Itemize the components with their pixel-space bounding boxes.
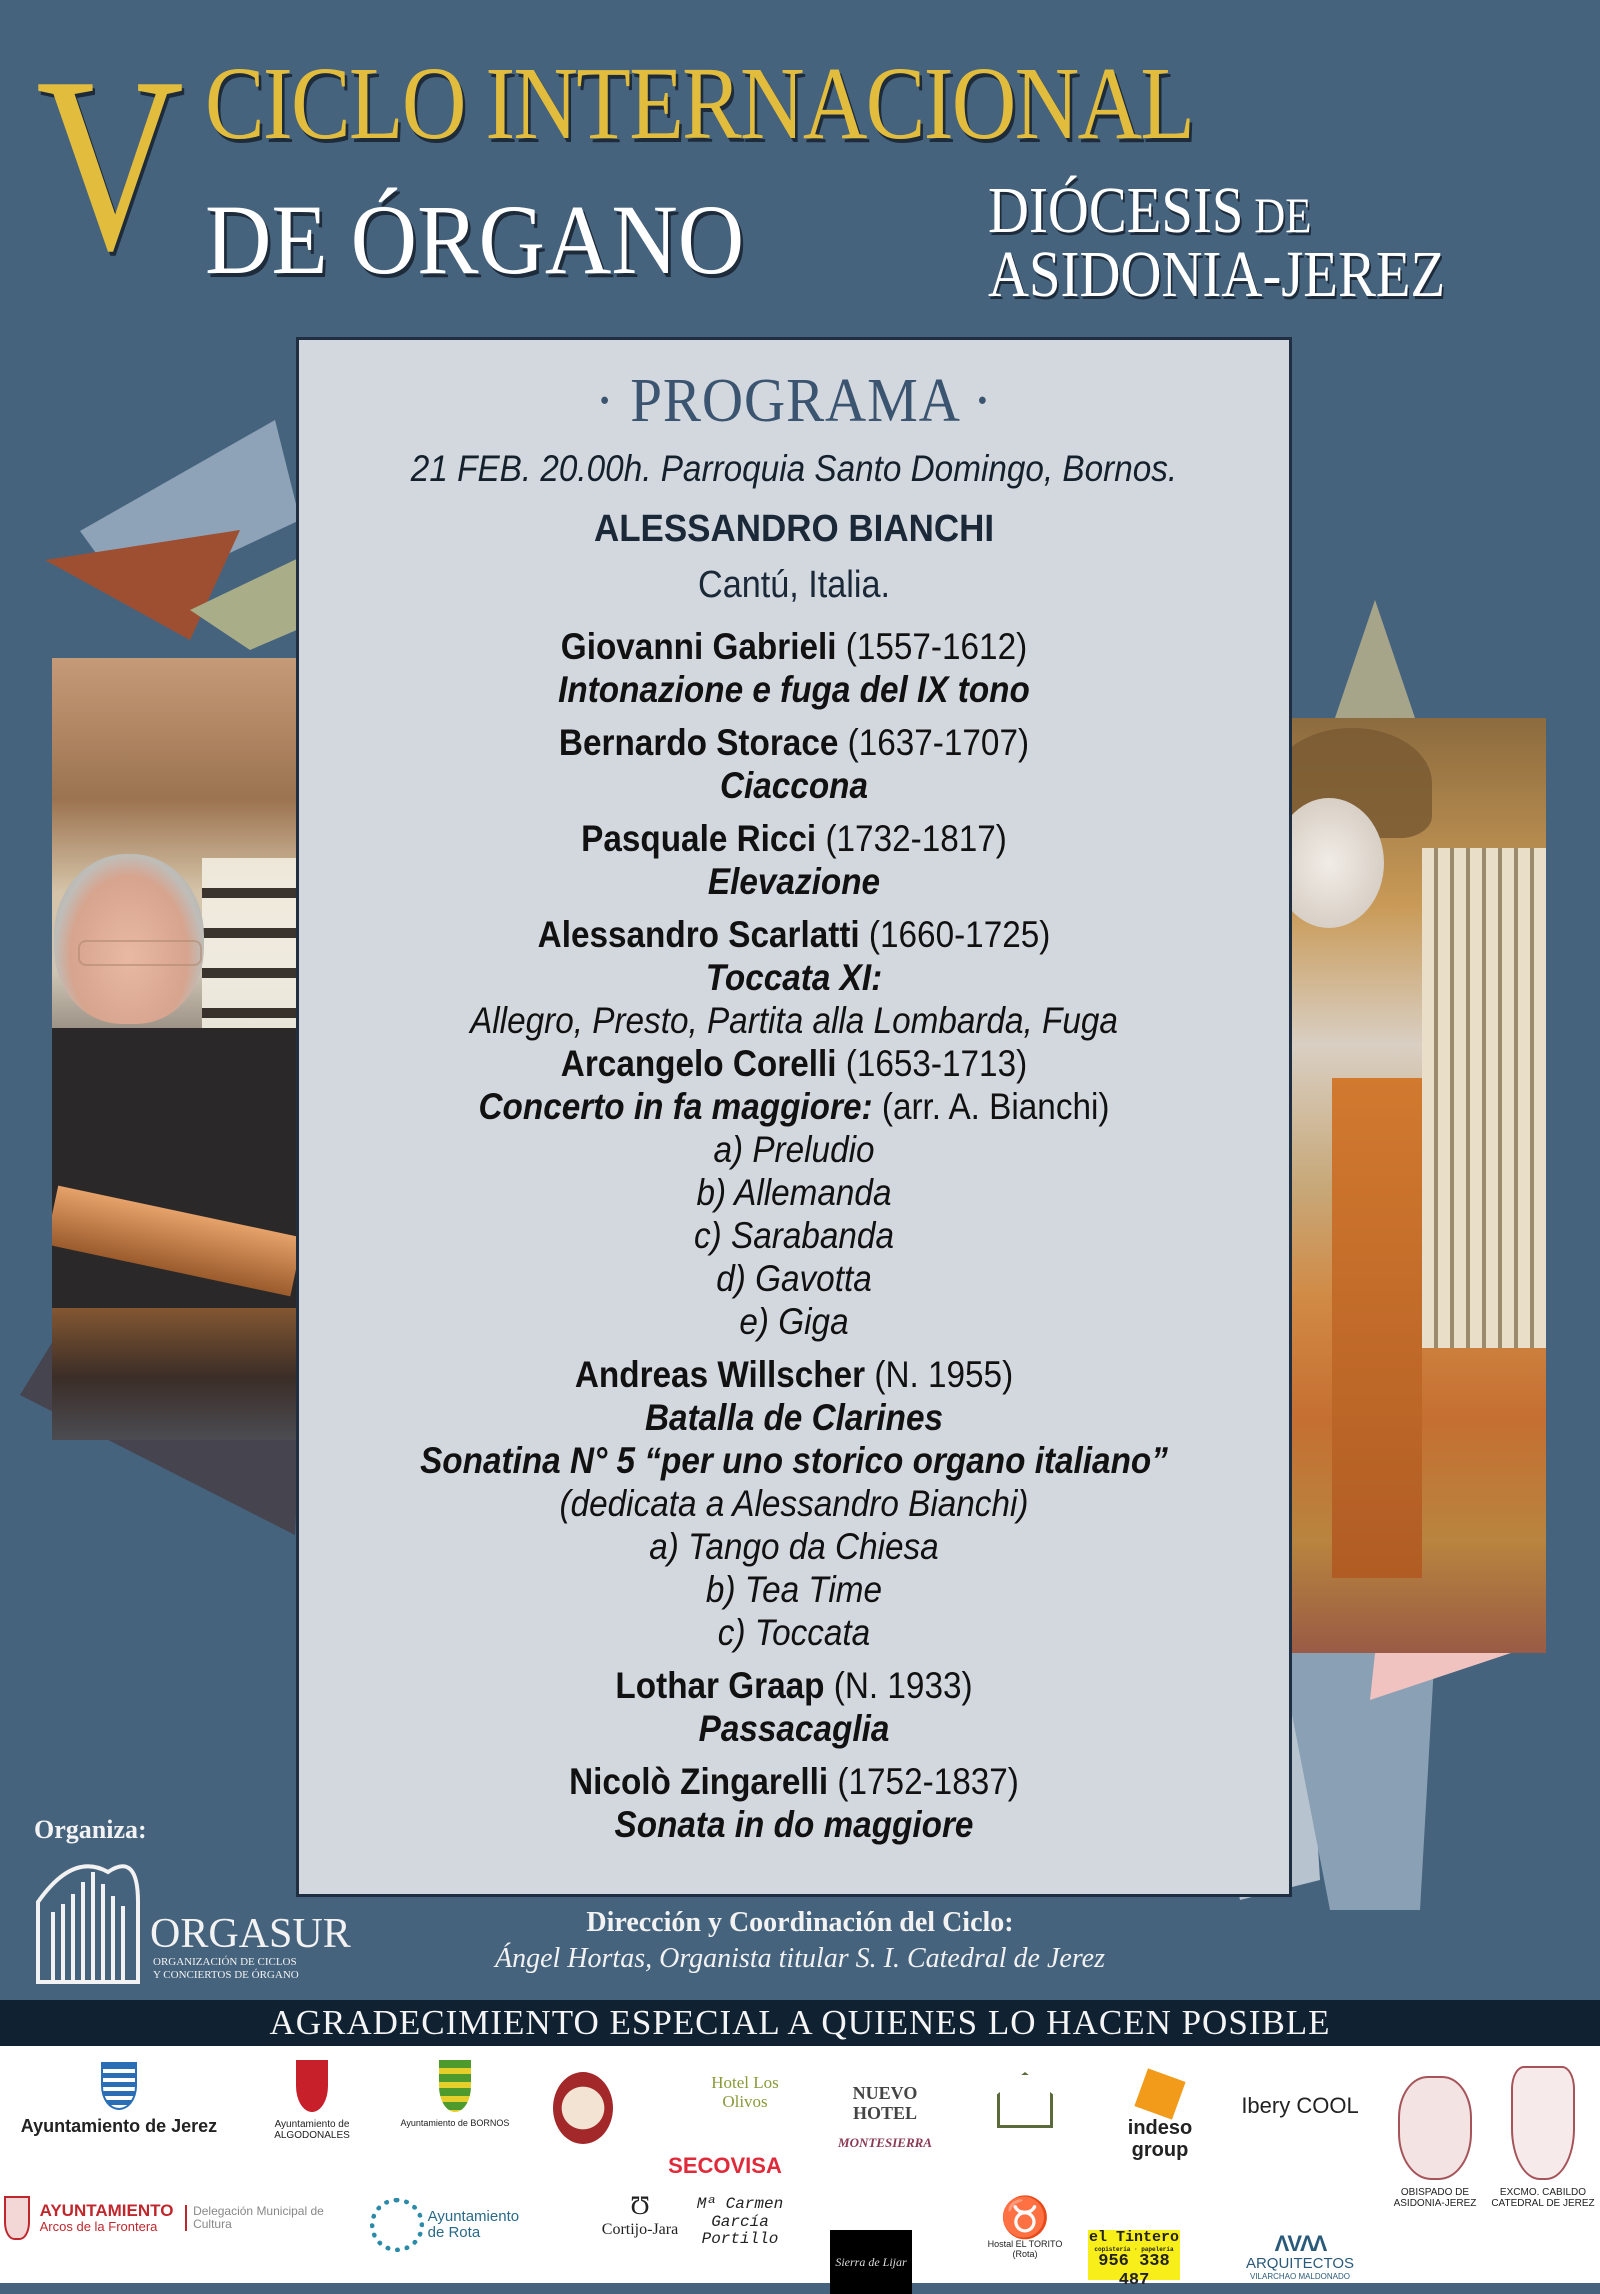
performer-name: ALESSANDRO BIANCHI xyxy=(593,508,995,550)
sponsor-logo: el Tintero copistería · papelería 956 338 487 xyxy=(1088,2229,1179,2290)
sponsor-logo: NUEVO HOTEL xyxy=(852,2083,918,2123)
roman-numeral: V xyxy=(36,26,185,303)
organ-case xyxy=(1332,1078,1422,1578)
sponsor-logo: ♉ Hostal EL TORITO (Rota) xyxy=(987,2196,1063,2259)
movement: d) Gavotta xyxy=(716,1258,872,1299)
date-venue: 21 FEB. 20.00h. Parroquia Santo Domingo, Bornos. xyxy=(410,448,1178,489)
composer-name: Bernardo Storace xyxy=(558,722,839,763)
composer-dates: (1653-1713) xyxy=(845,1043,1028,1084)
work-line xyxy=(349,1085,1240,1128)
composer-line xyxy=(349,1664,1240,1707)
performer-origin: Cantú, Italia. xyxy=(697,564,891,606)
composer-dates: (1752-1837) xyxy=(837,1761,1019,1802)
movement: a) Tango da Chiesa xyxy=(649,1526,939,1567)
work-title: Passacaglia xyxy=(698,1708,890,1749)
composer-line xyxy=(349,721,1240,764)
sponsor-logo xyxy=(548,2072,618,2147)
composer-line xyxy=(349,817,1240,860)
sponsor-logo: AYUNTAMIENTO Arcos de la Frontera Delegación Municipal de Cultura xyxy=(4,2196,344,2240)
sponsor-logo: SECOVISA xyxy=(668,2153,782,2178)
composer-name: Giovanni Gabrieli xyxy=(560,626,837,667)
composer-line xyxy=(349,625,1240,668)
composer-name: Alessandro Scarlatti xyxy=(537,914,860,955)
sponsor-logo: Hotel Los Olivos xyxy=(711,2073,779,2111)
movement: c) Toccata xyxy=(717,1612,871,1653)
sponsor-logo: Ayuntamiento de Rota xyxy=(370,2198,550,2252)
sponsor-logo: indeso group xyxy=(1100,2074,1220,2161)
composer-line xyxy=(349,913,1240,956)
orgasur-tagline-1: ORGANIZACIÓN DE CICLOS xyxy=(153,1956,297,1968)
sponsor-logo: ΛVΛΛ ARQUITECTOS VILARCHAO MALDONADO xyxy=(1245,2231,1355,2281)
work-title: Concerto in fa maggiore: xyxy=(478,1086,873,1127)
composer-dates: (1732-1817) xyxy=(825,818,1007,859)
composer-name: Andreas Willscher xyxy=(574,1354,866,1395)
sponsor-logo: MONTESIERRA xyxy=(838,2135,932,2150)
sponsor-logo: Mª Carmen García Portillo xyxy=(696,2195,784,2249)
orgasur-wordmark: ORGASUR xyxy=(150,1911,351,1957)
organ-pipes xyxy=(1422,848,1546,1348)
sponsor-logo: Sierra de Lijar xyxy=(830,2230,912,2294)
movement: b) Allemanda xyxy=(696,1172,892,1213)
organist-glasses xyxy=(78,940,202,966)
work-title: Toccata XI: xyxy=(705,957,883,998)
composer-dates: (1660-1725) xyxy=(868,914,1051,955)
arrangement-note: (arr. A. Bianchi) xyxy=(881,1086,1110,1127)
sponsor-logo xyxy=(990,2072,1060,2131)
composer-dates: (N. 1955) xyxy=(874,1354,1014,1395)
orgasur-tagline-2: Y CONCIERTOS DE ÓRGANO xyxy=(153,1969,299,1981)
composer-line xyxy=(349,1353,1240,1396)
thanks-banner: AGRADECIMIENTO ESPECIAL A QUIENES LO HACEN POSIBLE xyxy=(0,2000,1600,2046)
movement: e) Giga xyxy=(739,1301,849,1342)
sponsor-logo: EXCMO. CABILDO CATEDRAL DE JEREZ xyxy=(1488,2066,1598,2209)
composer-name: Pasquale Ricci xyxy=(581,818,817,859)
composer-line xyxy=(349,1042,1240,1085)
diocese-line-2: ASIDONIA-JEREZ xyxy=(988,238,1446,311)
work-title: Sonata in do maggiore xyxy=(614,1804,974,1845)
sponsor-logo: Ayuntamiento de Jerez xyxy=(8,2062,230,2137)
sponsor-logo: Ibery COOL xyxy=(1241,2093,1359,2118)
composer-name: Nicolò Zingarelli xyxy=(569,1761,829,1802)
organiza-label: Organiza: xyxy=(34,1815,147,1844)
diocese-de: DE xyxy=(1243,187,1312,243)
work-title: Batalla de Clarines xyxy=(645,1397,943,1438)
angel-organ-painting xyxy=(1272,718,1546,1653)
work-title: Sonatina N° 5 “per uno storico organo italiano” xyxy=(420,1440,1168,1481)
sponsor-logo: OBISPADO DE ASIDONIA-JEREZ xyxy=(1380,2076,1490,2209)
composer-dates: (1637-1707) xyxy=(847,722,1030,763)
sponsor-logos xyxy=(0,2046,1600,2290)
work-title: Intonazione e fuga del IX tono xyxy=(558,669,1030,710)
composer-line xyxy=(349,1760,1240,1803)
diocese-word: DIÓCESIS xyxy=(988,174,1244,247)
movements-line: Allegro, Presto, Partita alla Lombarda, Fuga xyxy=(470,1000,1118,1041)
movement: a) Preludio xyxy=(713,1129,875,1170)
title-line-2: DE ÓRGANO xyxy=(205,184,745,295)
composer-name: Arcangelo Corelli xyxy=(560,1043,837,1084)
movement: b) Tea Time xyxy=(705,1569,883,1610)
program-panel xyxy=(296,337,1292,1897)
diocese-line-1 xyxy=(988,174,1312,247)
program-heading: · PROGRAMA · xyxy=(595,367,993,435)
organist-face xyxy=(54,854,204,1024)
composer-name: Lothar Graap xyxy=(615,1665,825,1706)
composer-dates: (1557-1612) xyxy=(845,626,1028,667)
sponsor-logo: Ayuntamiento de ALGODONALES xyxy=(252,2060,372,2141)
work-title: Elevazione xyxy=(707,861,881,902)
composer-dates: (N. 1933) xyxy=(833,1665,973,1706)
program-list xyxy=(299,625,1289,1846)
sponsor-logo: Ayuntamiento de BORNOS xyxy=(400,2060,510,2129)
organist-photo xyxy=(52,658,302,1440)
direction-label: Dirección y Coordinación del Ciclo: xyxy=(586,1907,1014,1938)
work-title: Ciaccona xyxy=(719,765,869,806)
director-name: Ángel Hortas, Organista titular S. I. Catedral de Jerez xyxy=(495,1943,1105,1974)
movement: c) Sarabanda xyxy=(694,1215,894,1256)
sponsor-logo: Ʊ Cortijo-Jara xyxy=(601,2191,679,2238)
title-line-1: CICLO INTERNACIONAL xyxy=(205,46,1194,161)
dedication: (dedicata a Alessandro Bianchi) xyxy=(559,1483,1029,1524)
